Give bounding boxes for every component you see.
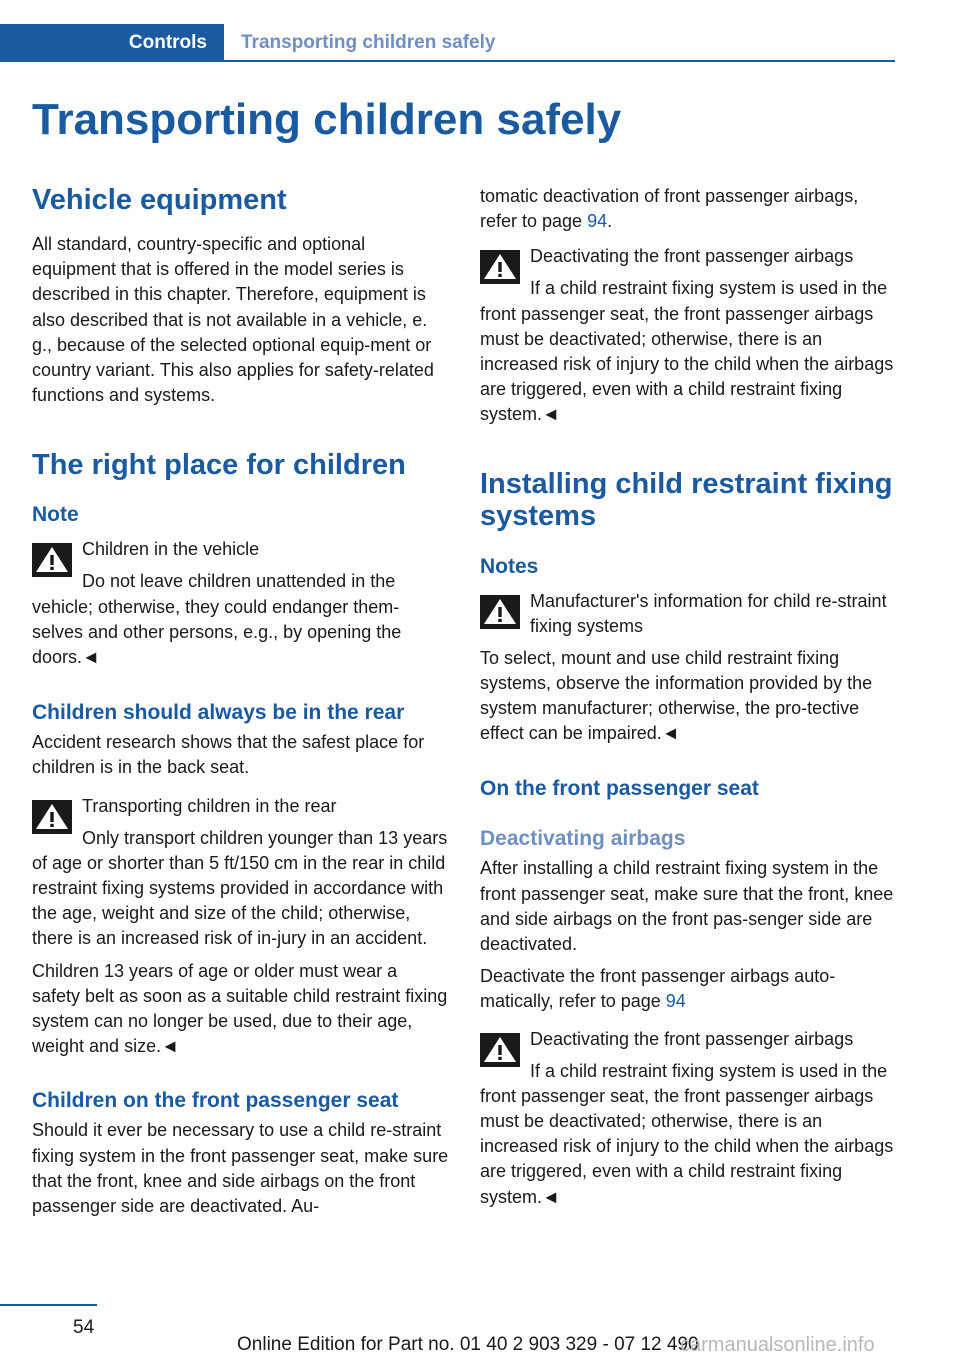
installing-heading: Installing child restraint fixing systems [480,467,893,532]
section-title: Transporting children safely [241,32,496,53]
note-heading: Note [32,503,79,527]
warning-children-rear [32,794,449,952]
rear-heading: Children should always be in the rear [32,701,405,725]
notes-heading: Notes [480,554,539,578]
deactivating-airbags-heading: Deactivating airbags [480,827,686,851]
warning-deactivating-airbags [480,244,897,427]
warning-text: Only transport children younger than 13 years of age or shorter than 5 ft/150 cm in the rear in child restraint fixing systems provided in accordance with the age, weight and size of the child; otherwise, there is an increased risk of in-jury in an accident. [32,827,448,949]
page-title: Transporting children safely [32,95,622,144]
warning-title: Deactivating the front passenger airbags [530,246,854,267]
page-header [0,24,895,62]
deactivate-text: Deactivate the front passenger airbags auto-matically, refer to page 94 [480,966,836,1012]
warning-title: Children in the vehicle [82,539,260,560]
warning-title: Transporting children in the rear [82,795,337,816]
warning-text: Do not leave children unattended in the vehicle; otherwise, they could endanger them-selves and other persons, e.g., by opening the doors.◄ [32,571,402,668]
after-installing-text: After installing a child restraint fixing system in the front passenger seat, make sure that the front, knee and side airbags on the front pas-senger side are deactivated. [480,858,894,955]
vehicle-equipment-heading: Vehicle equipment [32,184,287,216]
warning-manufacturer-info [480,589,897,639]
page-link[interactable]: 94 [665,991,686,1012]
watermark: carmanualsonline.info [680,1334,875,1356]
rear-text: Accident research shows that the safest place for children is in the back seat. [32,732,425,778]
warning-triangle-icon [480,250,520,284]
select-text: To select, mount and use child restraint fixing systems, observe the information provided by the system manufacturer; otherwise, the pro-tective effect can be impaired.◄ [480,647,873,744]
warning-triangle-icon [480,1033,520,1067]
warning-title: Manufacturer's information for child re-straint fixing systems [530,590,887,636]
warning-title: Deactivating the front passenger airbags [530,1028,854,1049]
warning-deactivating-airbags-2 [480,1027,897,1210]
vehicle-equipment-text: All standard, country-specific and optional equipment that is offered in the model series is described in this chapter. Therefore, equipment is also described that is not available in a vehicle, e. g., because of the selected optional equip-ment or country variant. This also applies for safety-related functions and systems. [32,234,434,406]
front-seat-heading: Children on the front passenger seat [32,1089,399,1113]
warning-triangle-icon [32,543,72,577]
left-column [32,184,449,1219]
continued-text: tomatic deactivation of front passenger airbags, refer to page 94. [480,186,859,232]
warning-text: If a child restraint fixing system is used in the front passenger seat, the front passenger airbags must be deactivated; otherwise, there is an increased risk of injury to the child when the airbags are triggered, even with a child restraint fixing system.◄ [480,278,894,425]
header-rule [224,60,895,62]
older-children-text: Children 13 years of age or older must wear a safety belt as soon as a suitable child restraint fixing system can no longer be used, due to their age, weight and size.◄ [32,960,448,1057]
warning-children-in-vehicle [32,537,449,670]
footer-rule [0,1304,97,1306]
front-passenger-seat-heading: On the front passenger seat [480,777,759,801]
warning-triangle-icon [480,595,520,629]
edition-text: Online Edition for Part no. 01 40 2 903 329 - 07 12 490 [237,1334,699,1355]
warning-text: If a child restraint fixing system is used in the front passenger seat, the front passenger airbags must be deactivated; otherwise, there is an increased risk of injury to the child when the airbags are triggered, even with a child restraint fixing system.◄ [480,1060,894,1207]
page-link[interactable]: 94 [587,211,608,232]
warning-triangle-icon [32,800,72,834]
right-place-heading: The right place for children [32,449,406,482]
page-number: 54 [73,1317,95,1338]
front-seat-text: Should it ever be necessary to use a child re-straint fixing system in the front passenger seat, make sure that the front, knee and side airbags on the front passenger side are deactivated. Au- [32,1120,449,1217]
right-column [480,184,897,1210]
chapter-tab: Controls [0,24,224,62]
